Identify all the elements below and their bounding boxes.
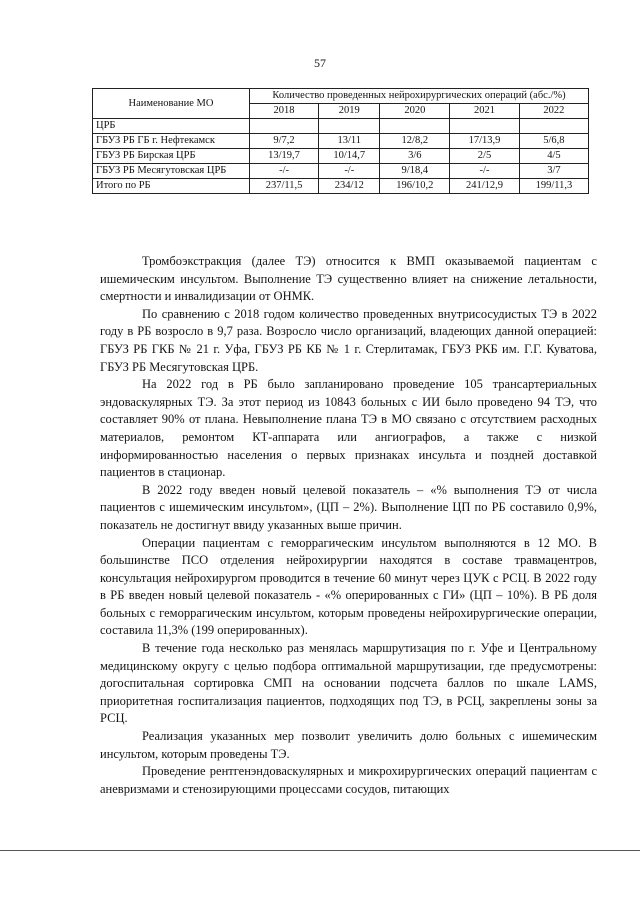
paragraph: В течение года несколько раз менялась маршрутизация по г. Уфе и Центральному медицинскому округу с целью подбора оптимальной маршрутизации, где предусмотрены: догоспитальная сортировка СМП на основании подсчета баллов по шкале LAMS, приоритетная госпитализация пациентов, подходящих под ТЭ, в РСЦ, закреплены зоны за РСЦ. [100, 641, 597, 726]
value-cell: -/- [319, 164, 380, 179]
value-cell: 199/11,3 [519, 179, 588, 194]
paragraph: Проведение рентгенэндоваскулярных и микрохирургических операций пациентам с аневризмами и стенозирующими процессами сосудов, питающих [100, 764, 597, 796]
value-cell: 13/11 [319, 134, 380, 149]
paragraph: Операции пациентам с геморрагическим инсультом выполняются в 12 МО. В большинстве ПСО отделения нейрохирургии находятся в составе травмацентров, консультация нейрохирургом проводится в течение 60 минут через ЦУК с РСЦ. В 2022 году в РБ введен новый целевой показатель - «% оперированных с ГИ» (ЦП – 10%). В РБ доля больных с геморрагическим инсультом, которым проведены нейрохирургические операции, составила 11,3% (199 оперированных). [100, 535, 597, 638]
page-number: 57 [314, 56, 326, 70]
value-cell: 9/18,4 [380, 164, 450, 179]
name-column-header: Наименование МО [93, 89, 250, 119]
organization-name-cell: ЦРБ [93, 119, 250, 134]
value-cell: 13/19,7 [250, 149, 319, 164]
group-column-header: Количество проведенных нейрохирургических операций (абс./%) [250, 89, 589, 104]
paragraph: На 2022 год в РБ было запланировано проведение 105 трансартериальных эндоваскулярных ТЭ. За этот период из 10843 больных с ИИ было проведено 94 ТЭ, что составляет 90% от плана. Невыполнение плана ТЭ в МО связано с отсутствием расходных материалов, ремонтом КТ-аппарата или ангиографов, а также с низкой информированностью населения о первых признаках инсульта и поздней доставкой пациентов в стационар. [100, 377, 597, 480]
value-cell [519, 119, 588, 134]
value-cell [450, 119, 520, 134]
value-cell: 4/5 [519, 149, 588, 164]
organization-name-cell: ГБУЗ РБ ГБ г. Нефтекамск [93, 134, 250, 149]
value-cell [380, 119, 450, 134]
value-cell: 12/8,2 [380, 134, 450, 149]
organization-name-cell: ГБУЗ РБ Месягутовская ЦРБ [93, 164, 250, 179]
value-cell [319, 119, 380, 134]
value-cell: 241/12,9 [450, 179, 520, 194]
value-cell: 2/5 [450, 149, 520, 164]
value-cell [250, 119, 319, 134]
organization-name-cell: ГБУЗ РБ Бирская ЦРБ [93, 149, 250, 164]
value-cell: 17/13,9 [450, 134, 520, 149]
year-header: 2021 [450, 104, 520, 119]
organization-name-cell: Итого по РБ [93, 179, 250, 194]
value-cell: -/- [250, 164, 319, 179]
value-cell: 196/10,2 [380, 179, 450, 194]
paragraph: Тромбоэкстракция (далее ТЭ) относится к ВМП оказываемой пациентам с ишемическим инсультом. Выполнение ТЭ существенно влияет на снижение летальности, смертности и инвалидизации от ОНМК. [100, 254, 597, 304]
year-header: 2020 [380, 104, 450, 119]
year-header: 2018 [250, 104, 319, 119]
value-cell: 234/12 [319, 179, 380, 194]
year-header: 2019 [319, 104, 380, 119]
table-row [93, 149, 589, 164]
table-row [93, 179, 589, 194]
year-header: 2022 [519, 104, 588, 119]
table-header-row [93, 89, 589, 104]
value-cell: 5/6,8 [519, 134, 588, 149]
value-cell: 3/7 [519, 164, 588, 179]
page-bottom-rule [0, 850, 640, 851]
value-cell: 237/11,5 [250, 179, 319, 194]
body-text [100, 253, 597, 798]
table-row [93, 164, 589, 179]
paragraph: Реализация указанных мер позволит увеличить долю больных с ишемическим инсультом, которым проведены ТЭ. [100, 729, 597, 761]
value-cell: 10/14,7 [319, 149, 380, 164]
paragraph: По сравнению с 2018 годом количество проведенных внутрисосудистых ТЭ в 2022 году в РБ возросло в 9,7 раза. Возросло число организаций, владеющих данной операцией: ГБУЗ РБ ГКБ № 21 г. Уфа, ГБУЗ РБ КБ № 1 г. Стерлитамак, ГБУЗ РКБ им. Г.Г. Куватова, ГБУЗ РБ Месягутовская ЦРБ. [100, 306, 597, 374]
table-row [93, 134, 589, 149]
operations-table [92, 88, 589, 194]
table-row [93, 119, 589, 134]
paragraph: В 2022 году введен новый целевой показатель – «% выполнения ТЭ от числа пациентов с ишемическим инсультом», (ЦП – 2%). Выполнение ЦП по РБ составило 0,9%, показатель не достигнут ввиду указанных выше причин. [100, 482, 597, 532]
value-cell: 3/6 [380, 149, 450, 164]
value-cell: -/- [450, 164, 520, 179]
value-cell: 9/7,2 [250, 134, 319, 149]
